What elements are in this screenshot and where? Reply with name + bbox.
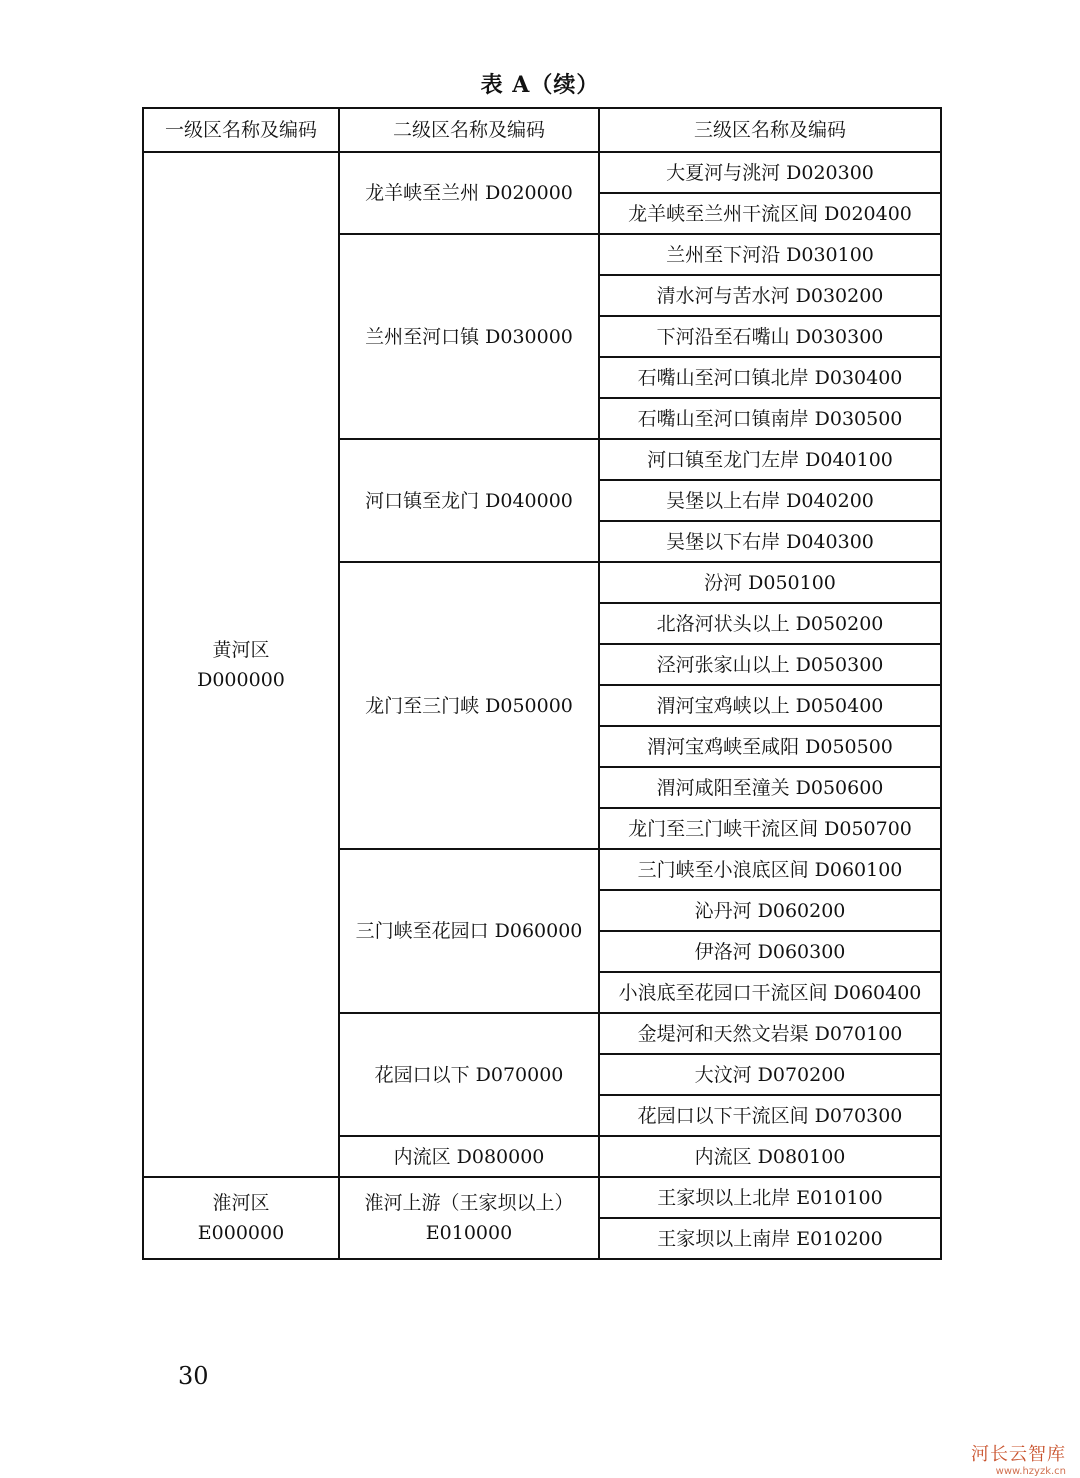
level1-name: 淮河区 [212, 1192, 270, 1214]
header-level3: 三级区名称及编码 [599, 108, 941, 152]
level1-name: 黄河区 [212, 638, 270, 661]
table-header-row [143, 108, 941, 152]
level3-cell: 花园口以下干流区间 D070300 [599, 1095, 941, 1136]
level2-cell-huaihe-upper [339, 1177, 599, 1259]
level3-cell: 大汶河 D070200 [599, 1054, 941, 1095]
watermark-url: www.hzyzk.cn [995, 1466, 1066, 1477]
level3-cell: 吴堡以下右岸 D040300 [599, 521, 941, 562]
level2-name: 淮河上游（王家坝以上） [364, 1192, 574, 1214]
level2-code: E010000 [425, 1222, 513, 1244]
level1-code: D000000 [197, 668, 285, 691]
page-number: 30 [178, 1362, 209, 1390]
level3-cell: 王家坝以上北岸 E010100 [599, 1177, 941, 1218]
level3-cell: 内流区 D080100 [599, 1136, 941, 1177]
region-code-table [142, 107, 942, 1260]
header-level1: 一级区名称及编码 [143, 108, 339, 152]
table-row [143, 1177, 941, 1218]
level3-cell: 渭河咸阳至潼关 D050600 [599, 767, 941, 808]
level3-cell: 三门峡至小浪底区间 D060100 [599, 849, 941, 890]
level1-code: E000000 [197, 1222, 285, 1244]
level3-cell: 清水河与苦水河 D030200 [599, 275, 941, 316]
level3-cell: 金堤河和天然文岩渠 D070100 [599, 1013, 941, 1054]
level3-cell: 渭河宝鸡峡至咸阳 D050500 [599, 726, 941, 767]
header-level2: 二级区名称及编码 [339, 108, 599, 152]
level3-cell: 北洛河状头以上 D050200 [599, 603, 941, 644]
level3-cell: 龙羊峡至兰州干流区间 D020400 [599, 193, 941, 234]
table-title: 表 A（续） [480, 72, 600, 98]
level3-cell: 伊洛河 D060300 [599, 931, 941, 972]
level3-cell: 兰州至下河沿 D030100 [599, 234, 941, 275]
level1-cell-huanghe [143, 152, 339, 1177]
level3-cell: 沁丹河 D060200 [599, 890, 941, 931]
level3-cell: 下河沿至石嘴山 D030300 [599, 316, 941, 357]
watermark-name: 河长云智库 [971, 1444, 1066, 1465]
level3-cell: 王家坝以上南岸 E010200 [599, 1218, 941, 1259]
level2-cell: 龙门至三门峡 D050000 [339, 562, 599, 849]
level2-cell: 三门峡至花园口 D060000 [339, 849, 599, 1013]
level3-cell: 河口镇至龙门左岸 D040100 [599, 439, 941, 480]
level3-cell: 大夏河与洮河 D020300 [599, 152, 941, 193]
level1-cell-huaihe [143, 1177, 339, 1259]
level3-cell: 渭河宝鸡峡以上 D050400 [599, 685, 941, 726]
level2-cell: 内流区 D080000 [339, 1136, 599, 1177]
level3-cell: 龙门至三门峡干流区间 D050700 [599, 808, 941, 849]
level3-cell: 吴堡以上右岸 D040200 [599, 480, 941, 521]
table-row [143, 152, 941, 193]
level2-cell: 龙羊峡至兰州 D020000 [339, 152, 599, 234]
level3-cell: 石嘴山至河口镇南岸 D030500 [599, 398, 941, 439]
level2-cell: 花园口以下 D070000 [339, 1013, 599, 1136]
watermark-logo [971, 1440, 1066, 1477]
level2-cell: 兰州至河口镇 D030000 [339, 234, 599, 439]
level3-cell: 泾河张家山以上 D050300 [599, 644, 941, 685]
level3-cell: 汾河 D050100 [599, 562, 941, 603]
level3-cell: 小浪底至花园口干流区间 D060400 [599, 972, 941, 1013]
level2-cell: 河口镇至龙门 D040000 [339, 439, 599, 562]
level3-cell: 石嘴山至河口镇北岸 D030400 [599, 357, 941, 398]
